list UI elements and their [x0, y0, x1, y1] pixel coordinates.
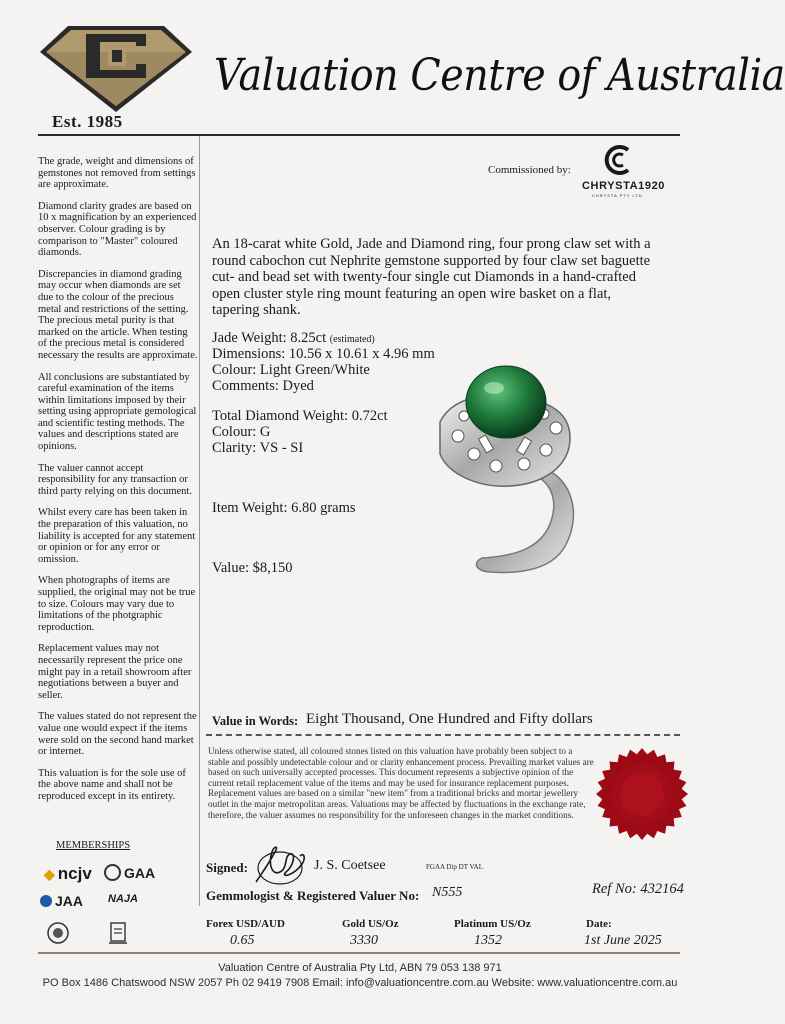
signer-name: J. S. Coetsee	[314, 858, 386, 873]
footer-divider	[38, 952, 680, 954]
jaa-dot-icon	[40, 895, 52, 907]
terms-paragraph: Replacement values may not necessarily represent the price one might pay in a retail showroom after negotiations between a buyer and seller.	[38, 643, 192, 701]
diamond-clarity: Clarity: VS - SI	[212, 440, 304, 456]
terms-paragraph: All conclusions are substantiated by careful examination of the items within limitations imposed by their setting using appropriate gemological and scientific testing methods. The values and descriptions stated are opinions.	[38, 371, 197, 453]
client-subtitle: CHRYSTA PTY LTD	[592, 193, 643, 198]
value-in-words-label: Value in Words:	[212, 714, 299, 728]
dimensions: Dimensions: 10.56 x 10.61 x 4.96 mm	[212, 346, 435, 362]
date-label: Date:	[586, 918, 612, 930]
chrysta-monogram-icon	[600, 142, 636, 178]
terms-paragraph: This valuation is for the sole use of the above name and shall not be reproduced except in its entirety.	[38, 767, 186, 802]
footer-company: Valuation Centre of Australia Pty Ltd, ABN 79 053 138 971	[218, 962, 502, 974]
jaa-logo: JAA	[40, 893, 83, 909]
value-in-words: Eight Thousand, One Hundred and Fifty dollars	[306, 711, 593, 727]
jade-weight: Jade Weight: 8.25ct (estimated)	[212, 330, 375, 346]
terms-paragraph: When photographs of items are supplied, the original may not be true to size. Colours may vary due to limitations of the photgraphic reproduction.	[38, 575, 196, 633]
disclaimer-text: Unless otherwise stated, all coloured stones listed on this valuation have probably been subject to a stable and possibly undetectable colour and or clarity enhancement process. Prevailing market values are based on such universally accepted processes. This document represents a subjective opinion of the current retail replacement value of the items and may be used for insurance replacement purposes. Replacement values are based on a similar "new item" from a traditional bricks and mortar jewellery outlet in the major metropolitan areas. Valuations may be affected by fluctuations in the exchange rate, therefore, the valuer assumes no responsibility for the unforeseen changes in the market conditions.	[208, 746, 594, 820]
naja-logo: NAJA	[108, 893, 138, 905]
total-diamond-weight: Total Diamond Weight: 0.72ct	[212, 408, 388, 424]
terms-paragraph: The grade, weight and dimensions of gemstones not removed from settings are approximate.	[38, 156, 196, 191]
terms-paragraph: The valuer cannot accept responsibility for any transaction or third party relying on this document.	[38, 462, 192, 497]
signed-label: Signed:	[206, 860, 248, 875]
memberships-heading: MEMBERSHIPS	[56, 840, 131, 851]
company-name: Valuation Centre of Australia	[214, 50, 785, 101]
gold-value: 3330	[350, 933, 378, 948]
date-value: 1st June 2025	[584, 933, 662, 948]
valuer-number-label: Gemmologist & Registered Valuer No:	[206, 888, 420, 903]
footer-contact: PO Box 1486 Chatswood NSW 2057 Ph 02 9419 7908 Email: info@valuationcentre.com.au Website: www.valuationcentre.com.au	[42, 977, 678, 989]
gold-label: Gold US/Oz	[342, 918, 399, 930]
reference-number: Ref No: 432164	[592, 881, 684, 897]
item-description: An 18-carat white Gold, Jade and Diamond ring, four prong claw set with a round cabochon cut Nephrite gemstone supported by four claw set baguette cut- and bead set with twenty-four single cut Diamonds in a hand-crafted open cluster style ring mount featuring an open wire basket on a flat, tapering shank.	[212, 236, 651, 319]
jade-colour: Colour: Light Green/White	[212, 362, 370, 378]
forex-value: 0.65	[230, 933, 255, 948]
terms-sidebar	[38, 156, 198, 813]
vca-logo	[38, 24, 194, 114]
platinum-label: Platinum US/Oz	[454, 918, 531, 930]
ncjv-logo: ◆ ncjv	[44, 864, 92, 883]
registered-valuer-icon	[108, 921, 128, 945]
gaa-logo: GAA	[104, 864, 155, 881]
comments: Comments: Dyed	[212, 378, 314, 394]
terms-paragraph: Whilst every care has been taken in the preparation of this valuation, no liability is accepted for any statement or opinion or for any error or omission.	[38, 507, 196, 565]
commissioned-label: Commissioned by:	[488, 164, 571, 176]
terms-paragraph: The values stated do not represent the value one would expect if the items were sold on the second hand market or internet.	[38, 711, 197, 758]
forex-label: Forex USD/AUD	[206, 918, 285, 930]
sidebar-divider	[199, 136, 200, 906]
platinum-value: 1352	[474, 933, 502, 948]
gem-icon: ◆	[44, 865, 55, 882]
terms-paragraph: Diamond clarity grades are based on 10 x magnification by an experienced observer. Colour grading is by comparison to "Master" coloured diamonds.	[38, 200, 197, 259]
ring-photo	[424, 358, 620, 580]
header-divider	[38, 134, 680, 136]
association-seal-icon	[46, 922, 70, 944]
valuer-number: N555	[432, 885, 463, 900]
gaa-ring-icon	[104, 864, 121, 881]
estimated-note: (estimated)	[329, 334, 375, 345]
established-year: Est. 1985	[52, 112, 123, 131]
client-name: CHRYSTA1920	[582, 180, 666, 192]
terms-paragraph: Discrepancies in diamond grading may occur when diamonds are set due to the colour of the precious metal and restrictions of the setting. The precious metal purity is that marked on the article. When testing of the precious metal is considered necessary the results are approximate.	[38, 268, 198, 361]
item-weight: Item Weight: 6.80 grams	[212, 500, 356, 516]
handwritten-signature	[250, 842, 312, 888]
item-value: Value: $8,150	[212, 560, 293, 576]
red-seal-icon	[594, 746, 690, 842]
signer-qualifications: FGAA Dip DT VAL	[426, 863, 483, 871]
dashed-divider	[206, 734, 680, 736]
diamond-colour: Colour: G	[212, 424, 271, 440]
